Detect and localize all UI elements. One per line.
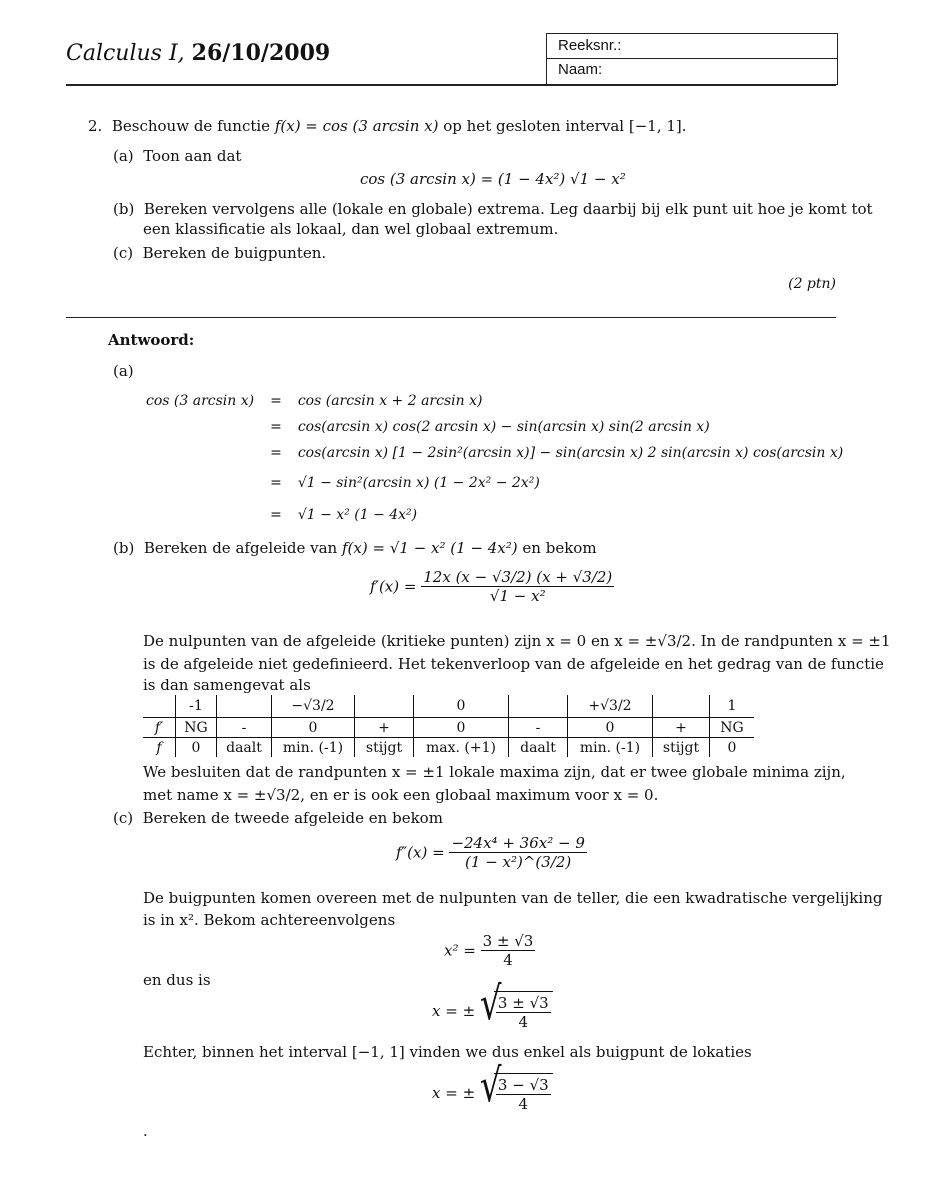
page-title [66, 40, 330, 66]
answer-b-para-2: is de afgeleide niet gedefinieerd. Het tekenverloop van de afgeleide en het gedrag van de functie [143, 655, 884, 673]
derivation-row: cos(arcsin x) cos(2 arcsin x) − sin(arcsin x) sin(2 arcsin x) [297, 419, 710, 435]
x-solutions-equation: x = ± √ $\frac{3 \pm √3}{4}$ [432, 991, 553, 1031]
header-rule [66, 84, 836, 86]
question-b-line1: (b) Bereken vervolgens alle (lokale en globale) extrema. Leg daarbij bij elk punt uit hoe je komt tot [113, 200, 873, 218]
question-a-equation: cos (3 arcsin x) = (1 − 4x²) √1 − x² [360, 170, 626, 188]
second-derivative-denominator: (1 − x²)^(3/2) [465, 853, 572, 871]
answer-b-para-3: is dan samengevat als [143, 676, 311, 694]
derivation-row: cos (arcsin x + 2 arcsin x) [297, 393, 483, 409]
exam-date: 26/10/2009 [191, 40, 331, 66]
question-a: (a) Toon aan dat [113, 147, 242, 165]
answer-c-final-text: Echter, binnen het interval [−1, 1] vinden we dus enkel als buigpunt de lokaties [143, 1043, 752, 1061]
trailing-dot: . [143, 1122, 148, 1140]
answer-c-para-2: is in x². Bekom achtereenvolgens [143, 911, 396, 929]
question-b-line2: een klassificatie als lokaal, dan wel globaal extremum. [143, 220, 559, 238]
sign-chart-table [143, 695, 754, 757]
radical-icon: √ [479, 977, 502, 1031]
reeksnr-label: Reeksnr.: [558, 37, 622, 54]
derivation-lhs: cos (3 arcsin x) [146, 393, 255, 409]
answer-c-para-1: De buigpunten komen overeen met de nulpunten van de teller, die een kwadratische vergelijking [143, 889, 883, 907]
radical-icon: √ [479, 1059, 502, 1113]
derivation-row: cos(arcsin x) [1 − 2sin²(arcsin x)] − sin(arcsin x) 2 sin(arcsin x) cos(arcsin x) [297, 445, 844, 461]
answer-a-derivation: cos (3 arcsin x) = cos (arcsin x + 2 arcsin x) = cos(arcsin x) cos(2 arcsin x) − sin(arcsin x) sin(2 arcsin x) = cos(arcsin x) [1 − 2sin²(arcsin x)] − sin(arcsin x) 2 sin(arcsin x) cos(arcsin x) = √1 − sin²(arcsin x) (1 − 2x² − 2x²) = √1 − x² (1 − 4x²) [142, 388, 847, 530]
answer-b-intro: (b) Bereken de afgeleide van f(x) = √1 − x² (1 − 4x²) en bekom [113, 539, 597, 557]
answer-b-conclusion-1: We besluiten dat de randpunten x = ±1 lokale maxima zijn, dat er twee globale minima zijn, [143, 763, 846, 781]
answer-heading: Antwoord: [108, 331, 195, 349]
section-rule [66, 317, 836, 318]
student-info-box [546, 33, 838, 85]
table-row: -1 −√3/2 0 +√3/2 1 [143, 695, 754, 718]
first-derivative: f′(x) = $\frac{12x (x - √3/2) (x + √3/2)}{\text{√1 − x²}}$ [370, 568, 613, 605]
derivation-row: √1 − sin²(arcsin x) (1 − 2x² − 2x²) [297, 475, 540, 491]
answer-a-label: (a) [113, 362, 134, 380]
inflection-points-equation: x = ± √ $\frac{3 - √3}{4}$ [432, 1073, 553, 1113]
table-row: f′ NG - 0 + 0 - 0 + NG [143, 718, 754, 738]
naam-label: Naam: [558, 61, 603, 78]
answer-c-intro: (c) Bereken de tweede afgeleide en bekom [113, 809, 443, 827]
answer-b-para-1: De nulpunten van de afgeleide (kritieke punten) zijn x = 0 en x = ±√3/2. In de randpunten x = ±1 [143, 632, 891, 650]
derivative-denominator: √1 − x² [489, 587, 546, 605]
question-intro: 2. Beschouw de functie f(x) = cos (3 arcsin x) op het gesloten interval [−1, 1]. [88, 117, 687, 135]
course-name: Calculus I, [66, 41, 185, 66]
answer-b-conclusion-2: met name x = ±√3/2, en er is ook een globaal maximum voor x = 0. [143, 786, 659, 804]
second-derivative-numerator: −24x⁴ + 36x² − 9 [451, 834, 585, 852]
x-squared-equation: x² = $\frac{3 \pm √3}{4}$ [444, 932, 534, 969]
derivation-row: √1 − x² (1 − 4x²) [297, 507, 418, 523]
second-derivative: f″(x) = $\frac{\text{−24x⁴ + 36x² − 9}}{\text{(1 − x²)\textasciicircum{}(3/2)}}$ [396, 834, 585, 871]
en-dus-text: en dus is [143, 971, 211, 989]
question-points: (2 ptn) [788, 276, 836, 292]
table-row: f 0 daalt min. (-1) stijgt max. (+1) daalt min. (-1) stijgt 0 [143, 738, 754, 758]
question-c: (c) Bereken de buigpunten. [113, 244, 327, 262]
derivative-numerator: 12x (x − √3/2) (x + √3/2) [423, 568, 613, 586]
